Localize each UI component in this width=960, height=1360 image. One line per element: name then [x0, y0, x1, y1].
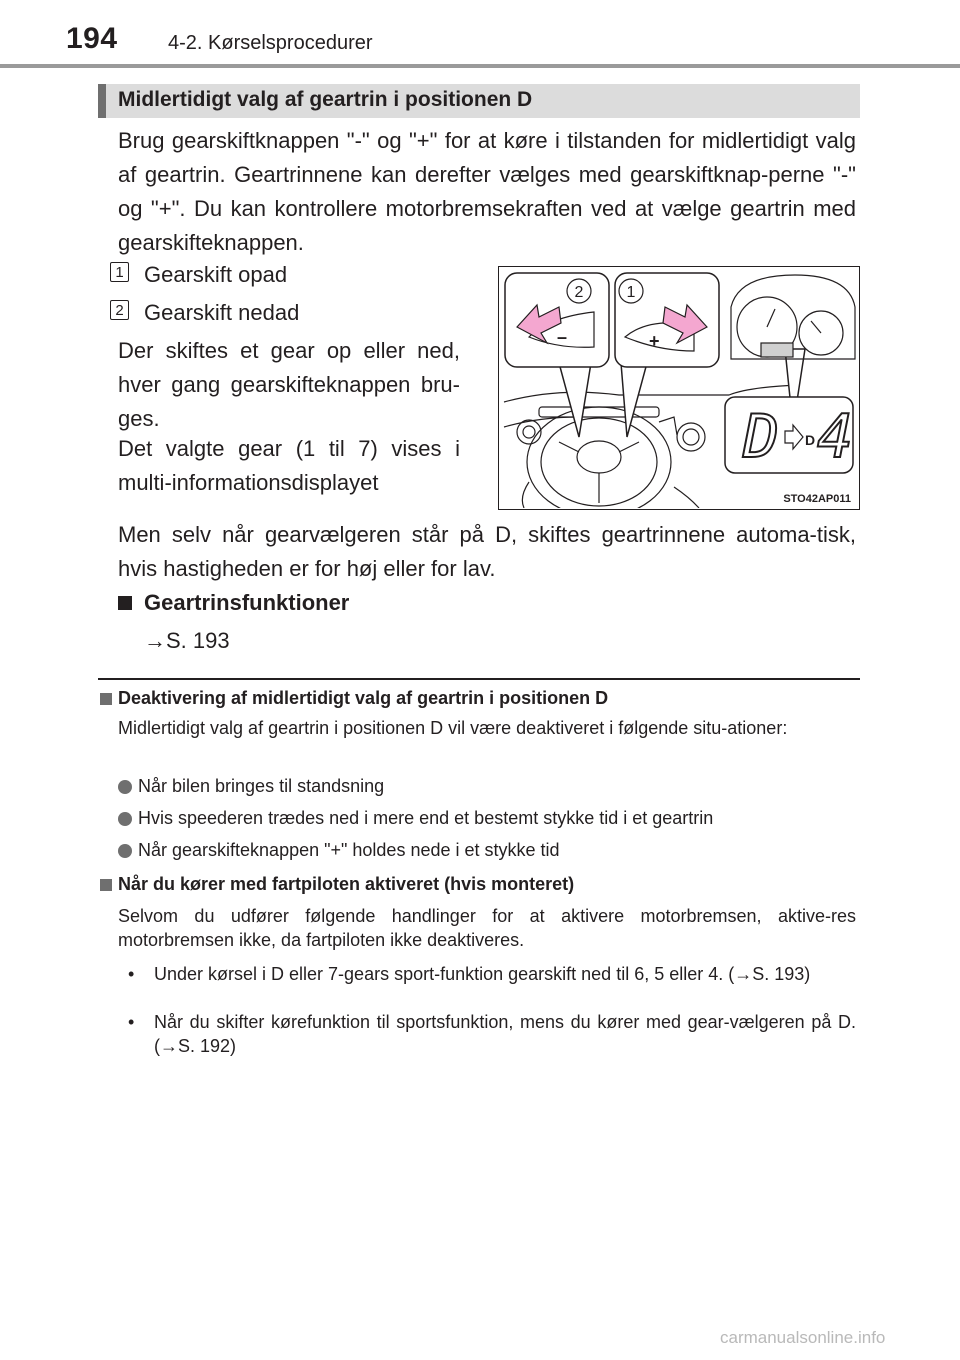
note-1-heading — [100, 688, 608, 709]
square-bullet-icon — [100, 879, 112, 891]
gearshift-illustration — [499, 267, 858, 508]
desc-display-paragraph: Det valgte gear (1 til 7) vises i multi-informationsdisplayet — [118, 436, 460, 495]
callout-2-icon: 2 — [110, 300, 129, 320]
bullet-text: Når gearskifteknappen "+" holdes nede i et stykke tid — [138, 840, 560, 860]
bullet-dot-icon — [118, 844, 132, 858]
display-gear-number: 4 — [817, 402, 854, 472]
gearshift-figure — [498, 266, 860, 510]
bullet-text: Under kørsel i D eller 7-gears sport-funktion gearskift ned til 6, 5 eller 4. (→S. 193) — [154, 964, 811, 984]
subsection-title: Geartrinsfunktioner — [144, 590, 350, 615]
subsection-heading — [118, 590, 349, 616]
item-upshift-label: Gearskift opad — [144, 262, 288, 287]
note-1-title: Deaktivering af midlertidigt valg af geartrin i positionen D — [118, 688, 609, 708]
bullet-marker: • — [128, 1012, 135, 1032]
auto-shift-paragraph: Men selv når gearvælgeren står på D, skiftes geartrinnene automa-tisk, hvis hastigheden er for høj eller for lav. — [118, 522, 856, 581]
figure-code: STO42AP011 — [783, 493, 851, 505]
display-d-indicator: D — [805, 432, 816, 448]
section-title-bar — [98, 84, 860, 118]
bullet-dot-icon — [118, 812, 132, 826]
note-1-text: Midlertidigt valg af geartrin i positionen D vil være deaktiveret i følgende situ-ationer: — [118, 718, 788, 738]
note-2-heading — [100, 874, 574, 895]
watermark: carmanualsonline.info — [720, 1328, 886, 1347]
desc-shift-paragraph: Der skiftes et gear op eller ned, hver gang gearskifteknappen bru-ges. — [118, 338, 460, 431]
chapter-title: 4-2. Kørselsprocedurer — [168, 32, 373, 54]
section-accent — [98, 84, 106, 118]
notes-divider — [98, 678, 860, 680]
display-gear-mode: D — [743, 402, 780, 472]
paddle-plus-label: + — [649, 331, 660, 351]
note-2-title: Når du kører med fartpiloten aktiveret (hvis monteret) — [118, 874, 575, 894]
note-1-bullet — [118, 808, 713, 829]
bullet-dot-icon — [118, 780, 132, 794]
square-bullet-icon — [100, 693, 112, 705]
figure-callout-2: 2 — [574, 284, 584, 301]
bullet-text: Når du skifter kørefunktion til sportsfunktion, mens du kører med gear-vælgeren på D. (→S. 192) — [154, 1012, 856, 1056]
section-title: Midlertidigt valg af geartrin i positionen D — [118, 88, 533, 111]
note-2-text: Selvom du udfører følgende handlinger for at aktivere motorbremsen, aktive-res motorbremsen ikke, da fartpiloten ikke deaktiveres. — [118, 906, 856, 950]
header-divider — [0, 64, 960, 68]
bullet-marker: • — [128, 964, 135, 984]
intro-paragraph: Brug gearskiftknappen "-" og "+" for at køre i tilstanden for midlertidigt valg af geartrin. Geartrinnene kan derefter vælges med gearskiftknap-perne "-" og "+". Du kan kontrollere motorbremsekraften ved at vælge geartrin med gearskifteknappen. — [118, 128, 856, 255]
note-2-bullet — [128, 962, 856, 986]
figure-callout-1: 1 — [626, 284, 636, 301]
page-number: 194 — [66, 22, 118, 55]
note-2-bullet — [128, 1010, 856, 1058]
bullet-text: Når bilen bringes til standsning — [138, 776, 385, 796]
callout-1-icon: 1 — [110, 262, 129, 282]
note-1-bullet — [118, 840, 560, 861]
square-bullet-icon — [118, 596, 132, 610]
bullet-text: Hvis speederen trædes ned i mere end et bestemt stykke tid i et geartrin — [138, 808, 714, 828]
paddle-minus-label: – — [557, 327, 568, 347]
page-reference: →S. 193 — [144, 628, 230, 653]
note-1-bullet — [118, 776, 384, 797]
item-downshift-label: Gearskift nedad — [144, 300, 300, 325]
